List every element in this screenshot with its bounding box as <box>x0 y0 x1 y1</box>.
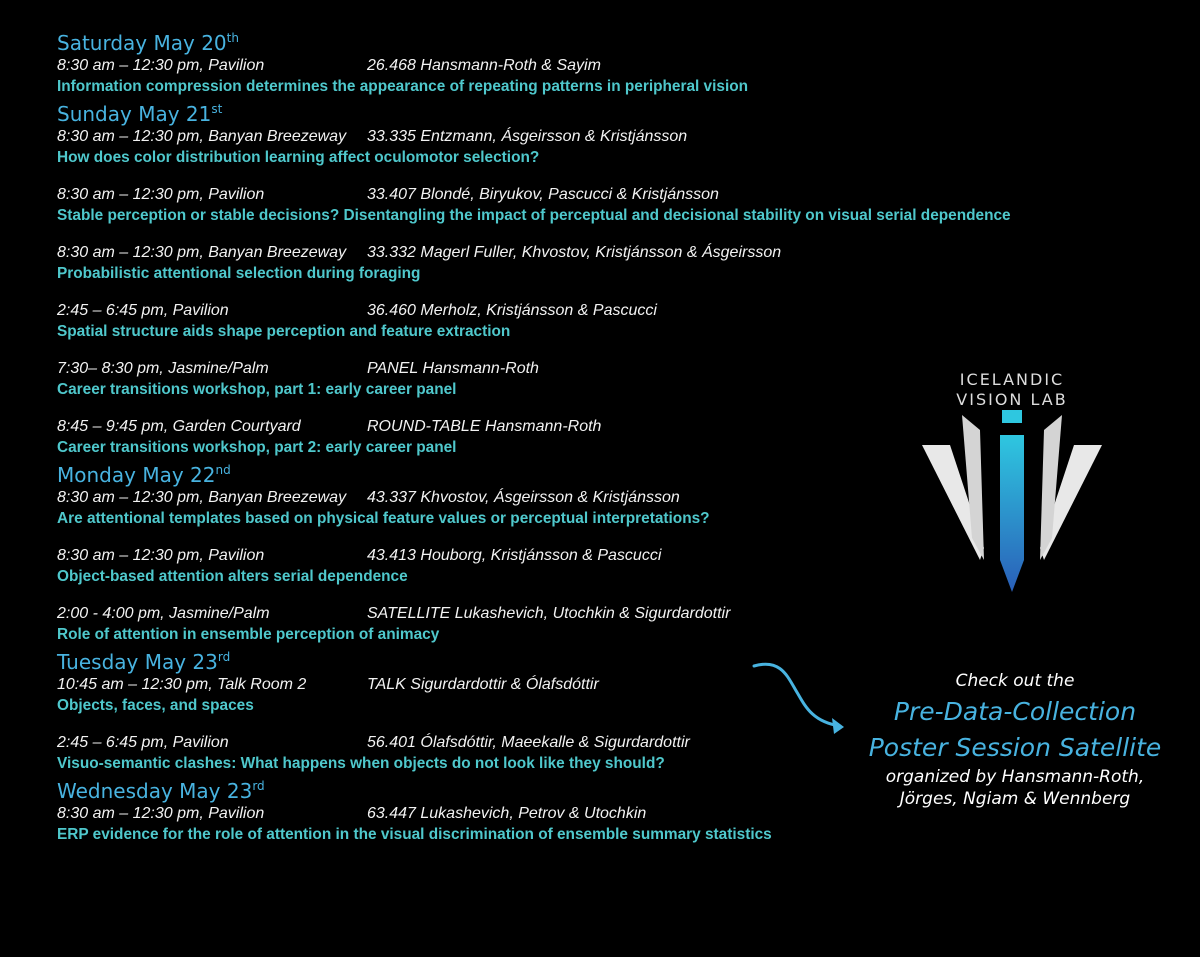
event-reference: 43.413 Houborg, Kristjánsson & Pascucci <box>367 547 662 564</box>
event-time-location: 8:30 am – 12:30 pm, Pavilion <box>57 186 265 203</box>
event-reference: 56.401 Ólafsdóttir, Maeekalle & Sigurdardottir <box>367 734 690 751</box>
event-meta <box>57 56 1157 76</box>
logo-text-line2: VISION LAB <box>956 390 1068 409</box>
event-time-location: 2:00 - 4:00 pm, Jasmine/Palm <box>57 605 270 622</box>
event <box>57 804 1157 845</box>
event-time-location: 7:30– 8:30 pm, Jasmine/Palm <box>57 360 269 377</box>
day-title <box>57 101 1157 127</box>
event-time-location: 10:45 am – 12:30 pm, Talk Room 2 <box>57 676 307 693</box>
callout-title-line1: Pre-Data-Collection <box>893 697 1137 726</box>
event-title: Career transitions workshop, part 2: early career panel <box>57 439 457 456</box>
event <box>57 185 1157 226</box>
callout-organizers-line1: organized by Hansmann-Roth, <box>885 767 1145 787</box>
day-section <box>57 30 1157 97</box>
event <box>57 604 1157 645</box>
event-title: ERP evidence for the role of attention in the visual discrimination of ensemble summary statistics <box>57 826 772 843</box>
day-name: Wednesday May 23 <box>57 779 253 803</box>
day-suffix: rd <box>252 779 265 793</box>
callout-organizers-line2: Jörges, Ngiam & Wennberg <box>899 789 1131 809</box>
event-meta <box>57 185 1157 205</box>
event-reference: 26.468 Hansmann-Roth & Sayim <box>367 57 601 74</box>
day-suffix: st <box>211 102 223 116</box>
logo-text-line1: ICELANDIC <box>959 370 1065 389</box>
icelandic-vision-lab-logo <box>912 370 1112 595</box>
event-reference: 63.447 Lukashevich, Petrov & Utochkin <box>367 805 647 822</box>
event-title: How does color distribution learning affect oculomotor selection? <box>57 149 540 166</box>
event-reference: ROUND-TABLE Hansmann-Roth <box>367 418 602 435</box>
event-title: Role of attention in ensemble perception of animacy <box>57 626 440 643</box>
event-title: Stable perception or stable decisions? Disentangling the impact of perceptual and decisional stability on visual serial dependence <box>57 207 1011 224</box>
event-time-location: 8:45 – 9:45 pm, Garden Courtyard <box>57 418 301 435</box>
event-reference: 33.335 Entzmann, Ásgeirsson & Kristjánsson <box>367 128 688 145</box>
event-reference: PANEL Hansmann-Roth <box>367 360 539 377</box>
event-title: Are attentional templates based on physical feature values or perceptual interpretations? <box>57 510 710 527</box>
event-time-location: 2:45 – 6:45 pm, Pavilion <box>57 734 229 751</box>
event-reference: SATELLITE Lukashevich, Utochkin & Sigurdardottir <box>367 605 731 622</box>
logo-mark-icon <box>912 410 1112 595</box>
event-meta <box>57 604 1157 624</box>
event <box>57 127 1157 168</box>
day-title <box>57 30 1157 56</box>
event-meta <box>57 243 1157 263</box>
day-suffix: nd <box>215 463 231 477</box>
satellite-callout <box>850 668 1180 810</box>
day-name: Sunday May 21 <box>57 102 212 126</box>
day-name: Tuesday May 23 <box>57 650 218 674</box>
day-suffix: rd <box>217 650 231 664</box>
event-time-location: 8:30 am – 12:30 pm, Pavilion <box>57 547 265 564</box>
event-title: Career transitions workshop, part 1: early career panel <box>57 381 457 398</box>
event-title: Objects, faces, and spaces <box>57 697 254 714</box>
callout-title-line2: Poster Session Satellite <box>868 733 1162 762</box>
event-reference: 43.337 Khvostov, Ásgeirsson & Kristjánsson <box>367 489 680 506</box>
event-title: Information compression determines the appearance of repeating patterns in peripheral vision <box>57 78 749 95</box>
event-reference: TALK Sigurdardottir & Ólafsdóttir <box>367 676 599 693</box>
event-title: Object-based attention alters serial dependence <box>57 568 408 585</box>
event-title: Visuo-semantic clashes: What happens when objects do not look like they should? <box>57 755 665 772</box>
event <box>57 243 1157 284</box>
callout-intro: Check out the <box>955 671 1075 691</box>
event-time-location: 8:30 am – 12:30 pm, Banyan Breezeway <box>57 128 347 145</box>
event-meta <box>57 127 1157 147</box>
event-reference: 33.407 Blondé, Biryukov, Pascucci & Kristjánsson <box>367 186 719 203</box>
event-meta <box>57 301 1157 321</box>
event-reference: 33.332 Magerl Fuller, Khvostov, Kristjánsson & Ásgeirsson <box>367 244 782 261</box>
event-time-location: 8:30 am – 12:30 pm, Banyan Breezeway <box>57 489 347 506</box>
event-reference: 36.460 Merholz, Kristjánsson & Pascucci <box>367 302 657 319</box>
event-title: Probabilistic attentional selection during foraging <box>57 265 421 282</box>
event-title: Spatial structure aids shape perception and feature extraction <box>57 323 511 340</box>
event-time-location: 8:30 am – 12:30 pm, Pavilion <box>57 57 265 74</box>
day-name: Monday May 22 <box>57 463 216 487</box>
curved-arrow-icon <box>748 656 858 736</box>
event <box>57 301 1157 342</box>
event-time-location: 8:30 am – 12:30 pm, Banyan Breezeway <box>57 244 347 261</box>
event-time-location: 2:45 – 6:45 pm, Pavilion <box>57 302 229 319</box>
event <box>57 56 1157 97</box>
day-suffix: th <box>226 31 239 45</box>
event-time-location: 8:30 am – 12:30 pm, Pavilion <box>57 805 265 822</box>
day-name: Saturday May 20 <box>57 31 227 55</box>
